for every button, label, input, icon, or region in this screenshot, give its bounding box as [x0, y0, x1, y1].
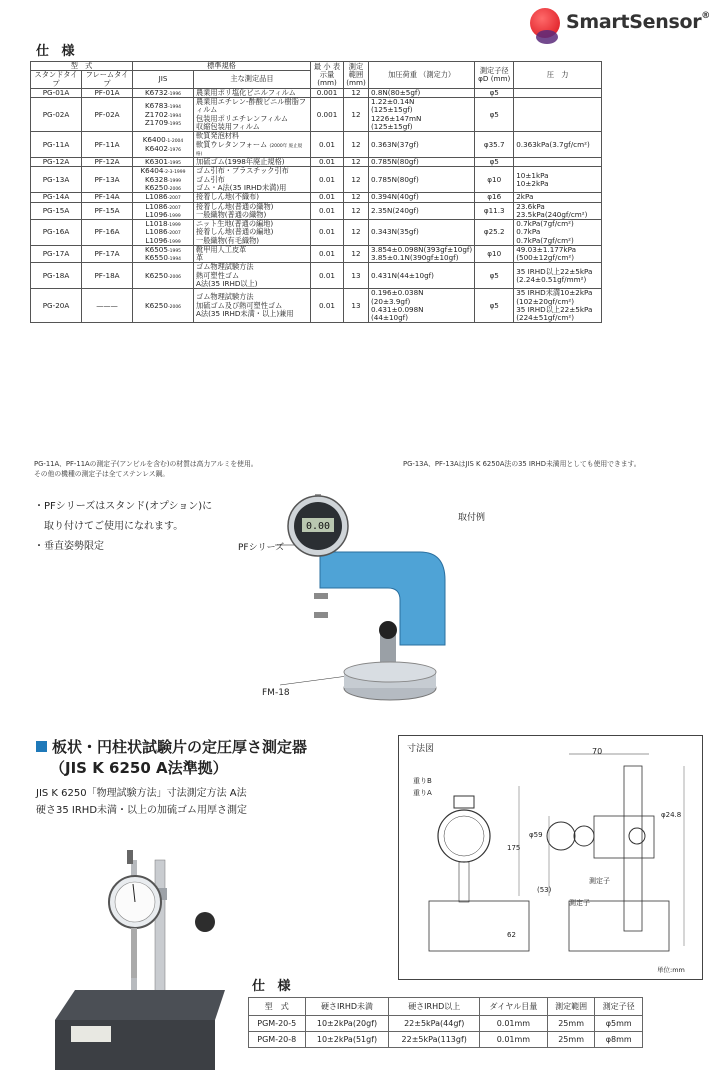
pf-bullets: ・PFシリーズはスタンド(オプション)に 取り付けてご使用になれます。 ・垂直姿勢限定 [34, 501, 213, 552]
cell-min: 0.01 [311, 132, 344, 158]
section-marker-icon [36, 741, 47, 752]
section2-subtitle: （JIS K 6250 A法準拠） [50, 759, 228, 777]
spec2-cell: φ8mm [595, 1032, 643, 1048]
cell-force: 0.431N(44±10gf) [369, 263, 475, 289]
cell-min: 0.01 [311, 220, 344, 246]
spec2-cell: 10±2kPa(51gf) [305, 1032, 389, 1048]
cell-jis: K6250-2006 [133, 289, 194, 323]
cell-tip: φ5 [475, 289, 514, 323]
cell-stand: PG-16A [31, 220, 82, 246]
cell-force: 0.343N(35gf) [369, 220, 475, 246]
cell-frame: PF-14A [82, 193, 133, 202]
spec2-cell: 0.01mm [479, 1032, 547, 1048]
cell-range: 12 [344, 132, 369, 158]
cell-force: 1.22±0.14N (125±15gf) 1226±147mN (125±15gf) [369, 98, 475, 132]
cell-jis: K6505-1995 K6550-1994 [133, 245, 194, 263]
cell-stand: PG-11A [31, 132, 82, 158]
spec-row [31, 98, 602, 132]
spec-table [30, 61, 602, 323]
cell-min: 0.001 [311, 98, 344, 132]
cell-min: 0.01 [311, 158, 344, 167]
cell-stand: PG-20A [31, 289, 82, 323]
cell-range: 12 [344, 88, 369, 97]
gauge-display: 0.00 [305, 521, 331, 532]
cell-min: 0.01 [311, 289, 344, 323]
cell-jis: L1086-2007 [133, 193, 194, 202]
cell-tip: φ10 [475, 167, 514, 193]
notes-left: PG-11A、PF-11Aの測定子(アンビルを含む)の材質は高力アルミを使用。 その他の機種の測定子は全てステンレス鋼。 [34, 460, 258, 478]
cell-range: 13 [344, 289, 369, 323]
cell-force: 2.35N(240gf) [369, 202, 475, 220]
cell-force: 0.394N(40gf) [369, 193, 475, 202]
pf-label: PFシリーズ [238, 543, 285, 553]
cell-frame: PF-02A [82, 98, 133, 132]
spec2-header: ダイヤル目量 [479, 998, 547, 1016]
cell-jis: K6732-1996 [133, 88, 194, 97]
dims-title: 寸法図 [407, 744, 435, 754]
cell-stand: PG-14A [31, 193, 82, 202]
spec2-header: 硬さIRHD未満 [305, 998, 389, 1016]
spec-row [31, 263, 602, 289]
spec2-header: 測定範囲 [547, 998, 595, 1016]
cell-range: 12 [344, 193, 369, 202]
spec2-row [249, 1032, 643, 1048]
spec-row [31, 245, 602, 263]
th-press: 圧 力 [514, 62, 602, 89]
cell-range: 13 [344, 263, 369, 289]
cell-press: 10±1kPa 10±2kPa [514, 167, 602, 193]
cell-stand: PG-01A [31, 88, 82, 97]
cell-range: 12 [344, 167, 369, 193]
cell-press [514, 98, 602, 132]
section2-desc2: 硬さ35 IRHD未満・以上の加硫ゴム用厚さ測定 [36, 805, 248, 816]
th-jis: JIS [133, 71, 194, 89]
spec-row [31, 202, 602, 220]
spec2-header: 硬さIRHD以上 [389, 998, 480, 1016]
cell-tip: φ5 [475, 88, 514, 97]
cell-press: 0.363kPa(3.7gf/cm²) [514, 132, 602, 158]
cell-jis: L1086-2007 L1096-1999 [133, 202, 194, 220]
cell-jis: K6301-1995 [133, 158, 194, 167]
cell-stand: PG-17A [31, 245, 82, 263]
cell-press [514, 158, 602, 167]
cell-item: ニット生地(普通の編地) 接着しん地(普通の編地) 一般織物(有毛織物) [194, 220, 311, 246]
cell-item: 靴甲用人工皮革 革 [194, 245, 311, 263]
spec2-cell: 22±5kPa(44gf) [389, 1016, 480, 1032]
spec-title: 仕 様 [36, 44, 79, 59]
th-force: 加圧荷重 （測定力） [369, 62, 475, 89]
spec2-table [248, 997, 643, 1048]
cell-force: 0.785N(80gf) [369, 158, 475, 167]
spec2-cell: PGM-20-5 [249, 1016, 306, 1032]
th-range: 測定 範囲 (mm) [344, 62, 369, 89]
cell-tip: φ11.3 [475, 202, 514, 220]
cell-tip: φ5 [475, 263, 514, 289]
cell-tip: φ5 [475, 158, 514, 167]
brand-name: SmartSensor [566, 11, 702, 33]
cell-frame: PF-16A [82, 220, 133, 246]
cell-force: 0.8N(80±5gf) [369, 88, 475, 97]
th-item: 主な測定品目 [194, 71, 311, 89]
th-frame: フレームタイプ [82, 71, 133, 89]
cell-force: 0.363N(37gf) [369, 132, 475, 158]
cell-item: ゴム物理試験方法 熱可塑性ゴム A法(35 IRHD以上) [194, 263, 311, 289]
pf-gauge-illustration [230, 480, 470, 710]
cell-stand: PG-18A [31, 263, 82, 289]
th-tip: 測定子径 φD (mm) [475, 62, 514, 89]
cell-jis: K6404-2-3-1999 K6328-1999 K6250-2006 [133, 167, 194, 193]
spec-row [31, 158, 602, 167]
spec-row [31, 220, 602, 246]
cell-item: 接着しん地(普通の織物) 一般織物(普通の織物) [194, 202, 311, 220]
fm-label: FM-18 [262, 688, 290, 698]
spec-row [31, 132, 602, 158]
spec-row [31, 88, 602, 97]
cell-frame: PF-12A [82, 158, 133, 167]
cell-press: 49.03±1.177kPa (500±12gf/cm²) [514, 245, 602, 263]
section2-title: 板状・円柱状試験片の定圧厚さ測定器 [36, 736, 307, 757]
cell-min: 0.01 [311, 263, 344, 289]
cell-item: 加硫ゴム(1998年廃止規格) [194, 158, 311, 167]
cell-min: 0.001 [311, 88, 344, 97]
th-min: 最 小 表示量 (mm) [311, 62, 344, 89]
dimension-drawing: 寸法図 70 重りB 重りA φ24.8 φ59 175 (53) 62 測定子 測定子 単位:mm [398, 735, 703, 980]
cell-jis: L1018-1999 L1086-2007 L1096-1999 [133, 220, 194, 246]
cell-tip: φ10 [475, 245, 514, 263]
spec2-row [249, 1016, 643, 1032]
cell-press [514, 88, 602, 97]
cell-press: 35 IRHD未満10±2kPa (102±20gf/cm²) 35 IRHD以上22±5kPa (224±51gf/cm²) [514, 289, 602, 323]
cell-jis: K6400-1-2004 K6402-1976 [133, 132, 194, 158]
cell-stand: PG-13A [31, 167, 82, 193]
cell-min: 0.01 [311, 167, 344, 193]
cell-min: 0.01 [311, 245, 344, 263]
spec2-title: 仕 様 [252, 979, 295, 994]
spec2-header: 型 式 [249, 998, 306, 1016]
cell-jis: K6783-1994 Z1702-1994 Z1709-1995 [133, 98, 194, 132]
th-standard: 標準規格 [133, 62, 311, 71]
cell-stand: PG-02A [31, 98, 82, 132]
cell-force: 0.785N(80gf) [369, 167, 475, 193]
cell-frame: PF-15A [82, 202, 133, 220]
cell-frame: PF-01A [82, 88, 133, 97]
section2-desc1: JIS K 6250「物理試験方法」寸法測定方法 A法 [36, 788, 247, 799]
cell-range: 12 [344, 98, 369, 132]
cell-stand: PG-15A [31, 202, 82, 220]
cell-item: ゴム引布・プラスチック引布 ゴム引布 ゴム・A法(35 IRHD未満)用 [194, 167, 311, 193]
spec-row [31, 167, 602, 193]
cell-press: 2kPa [514, 193, 602, 202]
cell-frame: PF-17A [82, 245, 133, 263]
th-model: 型 式 [31, 62, 133, 71]
cell-frame: PF-18A [82, 263, 133, 289]
cell-stand: PG-12A [31, 158, 82, 167]
cell-item: 接着しん地(不織布) [194, 193, 311, 202]
th-stand: スタンドタイプ [31, 71, 82, 89]
cell-item: 農業用ポリ塩化ビニルフィルム [194, 88, 311, 97]
spec2-cell: 25mm [547, 1016, 595, 1032]
cell-tip: φ35.7 [475, 132, 514, 158]
spec-row [31, 289, 602, 323]
spec2-cell: 0.01mm [479, 1016, 547, 1032]
spec2-cell: 25mm [547, 1032, 595, 1048]
cell-press: 0.7kPa(7gf/cm²) 0.7kPa 0.7kPa(7gf/cm²) [514, 220, 602, 246]
cell-force: 0.196±0.038N (20±3.9gf) 0.431±0.098N (44±10gf) [369, 289, 475, 323]
cell-item: 農業用エチレン-酢酸ビニル樹脂フィルム 包装用ポリエチレンフィルム 収縮包装用フィルム [194, 98, 311, 132]
example-label: 取付例 [458, 513, 486, 523]
cell-press: 23.6kPa 23.5kPa(240gf/cm²) [514, 202, 602, 220]
brand-logo: SmartSensor® [530, 6, 710, 46]
cell-range: 12 [344, 158, 369, 167]
cell-range: 12 [344, 220, 369, 246]
cell-frame: PF-13A [82, 167, 133, 193]
cell-item: ゴム物理試験方法 加硫ゴム及び熱可塑性ゴム A法(35 IRHD未満・以上)兼用 [194, 289, 311, 323]
spec2-header: 測定子径 [595, 998, 643, 1016]
cell-item: 軟質発泡材料 軟質ウレタンフォーム (2000年 廃止規格) [194, 132, 311, 158]
cell-tip: φ5 [475, 98, 514, 132]
cell-frame: PF-11A [82, 132, 133, 158]
cell-force: 3.854±0.098N(393gf±10gf) 3.85±0.1N(390gf±10gf) [369, 245, 475, 263]
cell-range: 12 [344, 202, 369, 220]
notes-right: PG-13A、PF-13AはJIS K 6250A法の35 IRHD未満用としても使用できます。 [403, 460, 641, 468]
cell-frame: ——— [82, 289, 133, 323]
cell-tip: φ25.2 [475, 220, 514, 246]
cell-range: 12 [344, 245, 369, 263]
spec2-cell: PGM-20-8 [249, 1032, 306, 1048]
cell-min: 0.01 [311, 202, 344, 220]
cell-jis: K6250-2006 [133, 263, 194, 289]
cell-tip: φ16 [475, 193, 514, 202]
pgm-photo [55, 850, 225, 1075]
spec2-cell: 10±2kPa(20gf) [305, 1016, 389, 1032]
spec-row [31, 193, 602, 202]
cell-min: 0.01 [311, 193, 344, 202]
spec2-cell: 22±5kPa(113gf) [389, 1032, 480, 1048]
spec2-cell: φ5mm [595, 1016, 643, 1032]
cell-press: 35 IRHD以上22±5kPa (2.24±0.51gf/mm²) [514, 263, 602, 289]
